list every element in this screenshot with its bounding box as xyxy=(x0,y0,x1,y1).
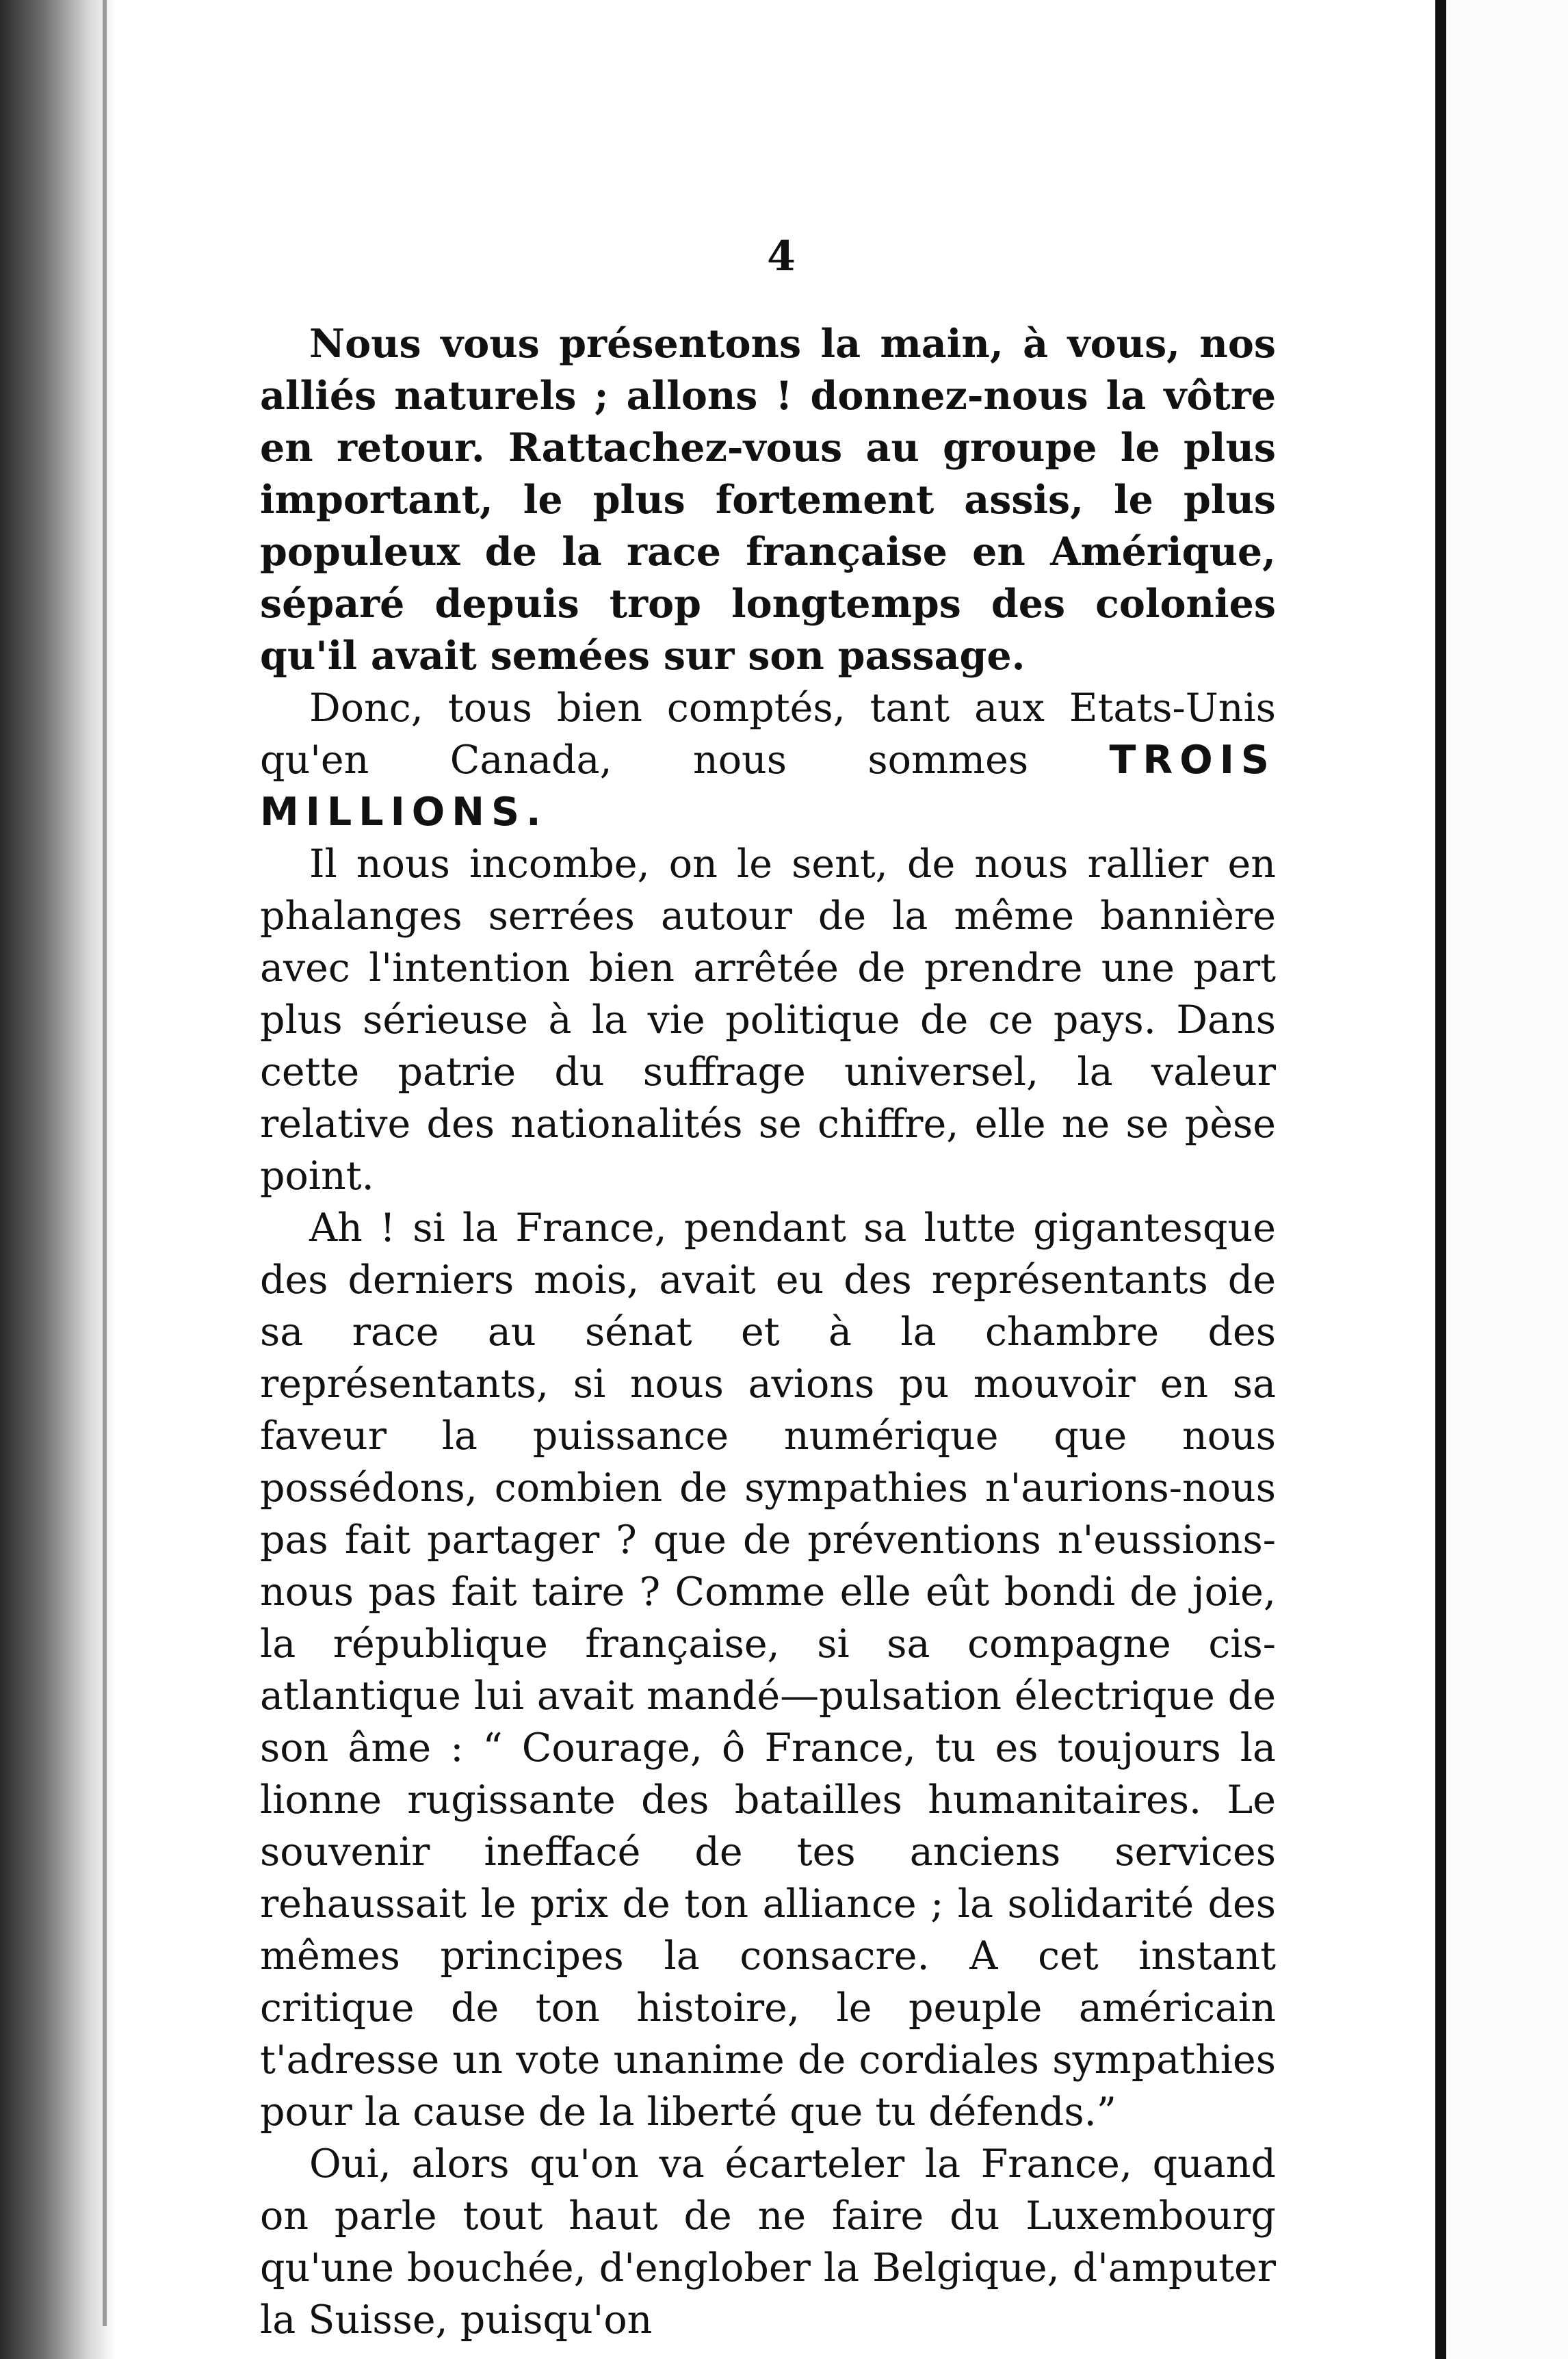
paragraph-3: Il nous incombe, on le sent, de nous rallier en phalanges serrées autour de la même bannière avec l'intention bien arrêtée de prendre une part plus sérieuse à la vie politique de ce pays. Dans cette patrie du suffrage universel, la valeur relative des nationalités se chiffre, elle ne se pèse point. xyxy=(260,842,1276,1199)
paragraph-5: Oui, alors qu'on va écarteler la France, quand on parle tout haut de ne faire du Luxembourg qu'une bouchée, d'englober la Belgique, d'amputer la Suisse, puisqu'on xyxy=(260,2141,1276,2343)
emphasis-trois-millions: TROIS MILLIONS. xyxy=(260,738,1276,835)
paragraph-4: Ah ! si la France, pendant sa lutte gigantesque des derniers mois, avait eu des représentants de sa race au sénat et à la chambre des représentants, si nous avions pu mouvoir en sa faveur la puissance numérique que nous possédons, combien de sympathies n'aurions-nous pas fait partager ? que de préventions n'eussions-nous pas fait taire ? Comme elle eût bondi de joie, la république française, si sa compagne cis-atlantique lui avait mandé—pulsation électrique de son âme : “ Courage, ô France, tu es toujours la lionne rugissante des batailles humanitaires. Le souvenir ineffacé de tes anciens services rehaussait le prix de ton alliance ; la solidarité des mêmes principes la consacre. A cet instant critique de ton histoire, le peuple américain t'adresse un vote unanime de cordiales sympathies pour la cause de la liberté que tu défends.” xyxy=(260,1205,1276,2135)
adjacent-page-strip xyxy=(1446,0,1568,2359)
page-left-edge xyxy=(103,0,107,2326)
page-number: 4 xyxy=(767,233,796,281)
paragraph-1: Nous vous présentons la main, à vous, nos alliés naturels ; allons ! donnez-nous la vôtre en retour. Rattachez-vous au groupe le plus important, le plus fortement assis, le plus populeux de la race française en Amérique, séparé depuis trop longtemps des colonies qu'il avait semées sur son passage. xyxy=(260,321,1276,679)
paragraph-2-text: Donc, tous bien comptés, tant aux Etats-Unis qu'en Canada, nous sommes xyxy=(260,686,1276,783)
body-text xyxy=(260,318,1276,2346)
paragraph-2 xyxy=(260,682,1276,838)
page-right-edge xyxy=(1435,0,1446,2359)
page-gutter-shadow xyxy=(0,0,116,2359)
